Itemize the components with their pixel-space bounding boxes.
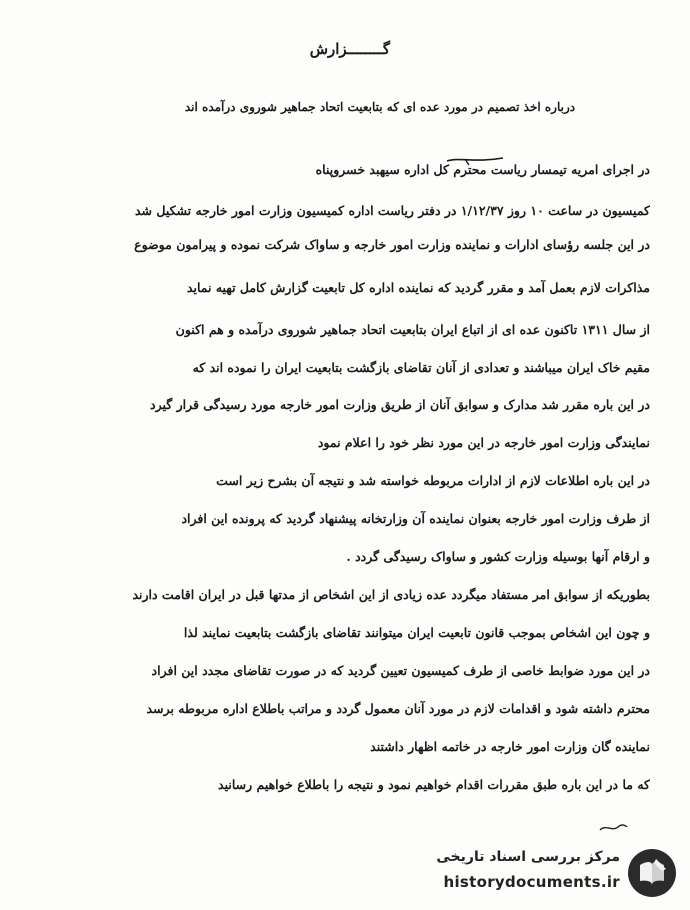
document-line: در اجرای امریه تیمسار ریاست محترم کل اداره سیهبد خسروپناه [315, 162, 650, 177]
document-line: و چون این اشخاص بموجب قانون تابعیت ایران میتوانند تقاضای بازگشت بتابعیت نمایند لذا [183, 625, 650, 640]
document-line: و ارقام آنها بوسیله وزارت کشور و ساواک رسیدگی گردد . [346, 549, 650, 564]
document-heading: گــــــــزارش [309, 40, 390, 58]
document-line: در این مورد ضوابط خاصی از طرف کمیسیون تعیین گردید که در صورت تقاضای مجدد این افراد [151, 663, 650, 678]
document-line: در این باره اطلاعات لازم از ادارات مربوطه خواسته شد و نتیجه آن بشرح زیر است [216, 473, 650, 488]
document-line: از طرف وزارت امور خارجه بعنوان نماینده آن وزارتخانه پیشنهاد گردید که پرونده این افراد [181, 511, 650, 526]
document-line: نمایندگی وزارت امور خارجه در این مورد نظر خود را اعلام نمود [317, 435, 650, 450]
document-line: در این جلسه رؤسای ادارات و نماینده وزارت امور خارجه و ساواک شرکت نموده و پیرامون موضوع [134, 237, 650, 252]
document-line: نماینده گان وزارت امور خارجه در خاتمه اظهار داشتند [370, 739, 650, 754]
watermark-url: historydocuments.ir [443, 873, 620, 891]
document-line: که ما در این باره طبق مقررات اقدام خواهیم نمود و نتیجه را باطلاع خواهیم رسانید [218, 777, 650, 792]
document-line: بطوریکه از سوابق امر مستفاد میگردد عده زیادی از این اشخاص از مدتها قبل در ایران اقامت دارند [132, 587, 650, 602]
scribble-mark-icon [598, 822, 628, 834]
document-line: کمیسیون در ساعت ۱۰ روز ۱/۱۲/۳۷ در دفتر ریاست اداره کمیسیون وزارت امور خارجه تشکیل شد [135, 203, 650, 218]
document-archive-logo-icon [626, 847, 678, 899]
document-line: از سال ۱۳۱۱ تاکنون عده ای از اتباع ایران بتابعیت اتحاد جماهیر شوروی درآمده و هم اکنون [175, 322, 650, 337]
archive-watermark [400, 845, 682, 903]
document-subject: درباره اخذ تصمیم در مورد عده ای که بتابعیت اتحاد جماهیر شوروی درآمده اند [184, 100, 576, 114]
document-line: در این باره مقرر شد مدارک و سوابق آنان از طریق وزارت امور خارجه مورد رسیدگی قرار گیرد [150, 397, 650, 412]
document-line: محترم داشته شود و اقدامات لازم در مورد آنان معمول گردد و مراتب باطلاع اداره مربوطه برسد [146, 701, 650, 716]
document-line: مذاکرات لازم بعمل آمد و مقرر گردید که نماینده اداره کل تابعیت گزارش کامل تهیه نماید [186, 280, 650, 295]
watermark-title: مرکز بررسی اسناد تاریخی [436, 849, 620, 865]
document-line: مقیم خاک ایران میباشند و تعدادی از آنان تقاضای بازگشت بتابعیت ایران را نموده اند که [192, 360, 650, 375]
